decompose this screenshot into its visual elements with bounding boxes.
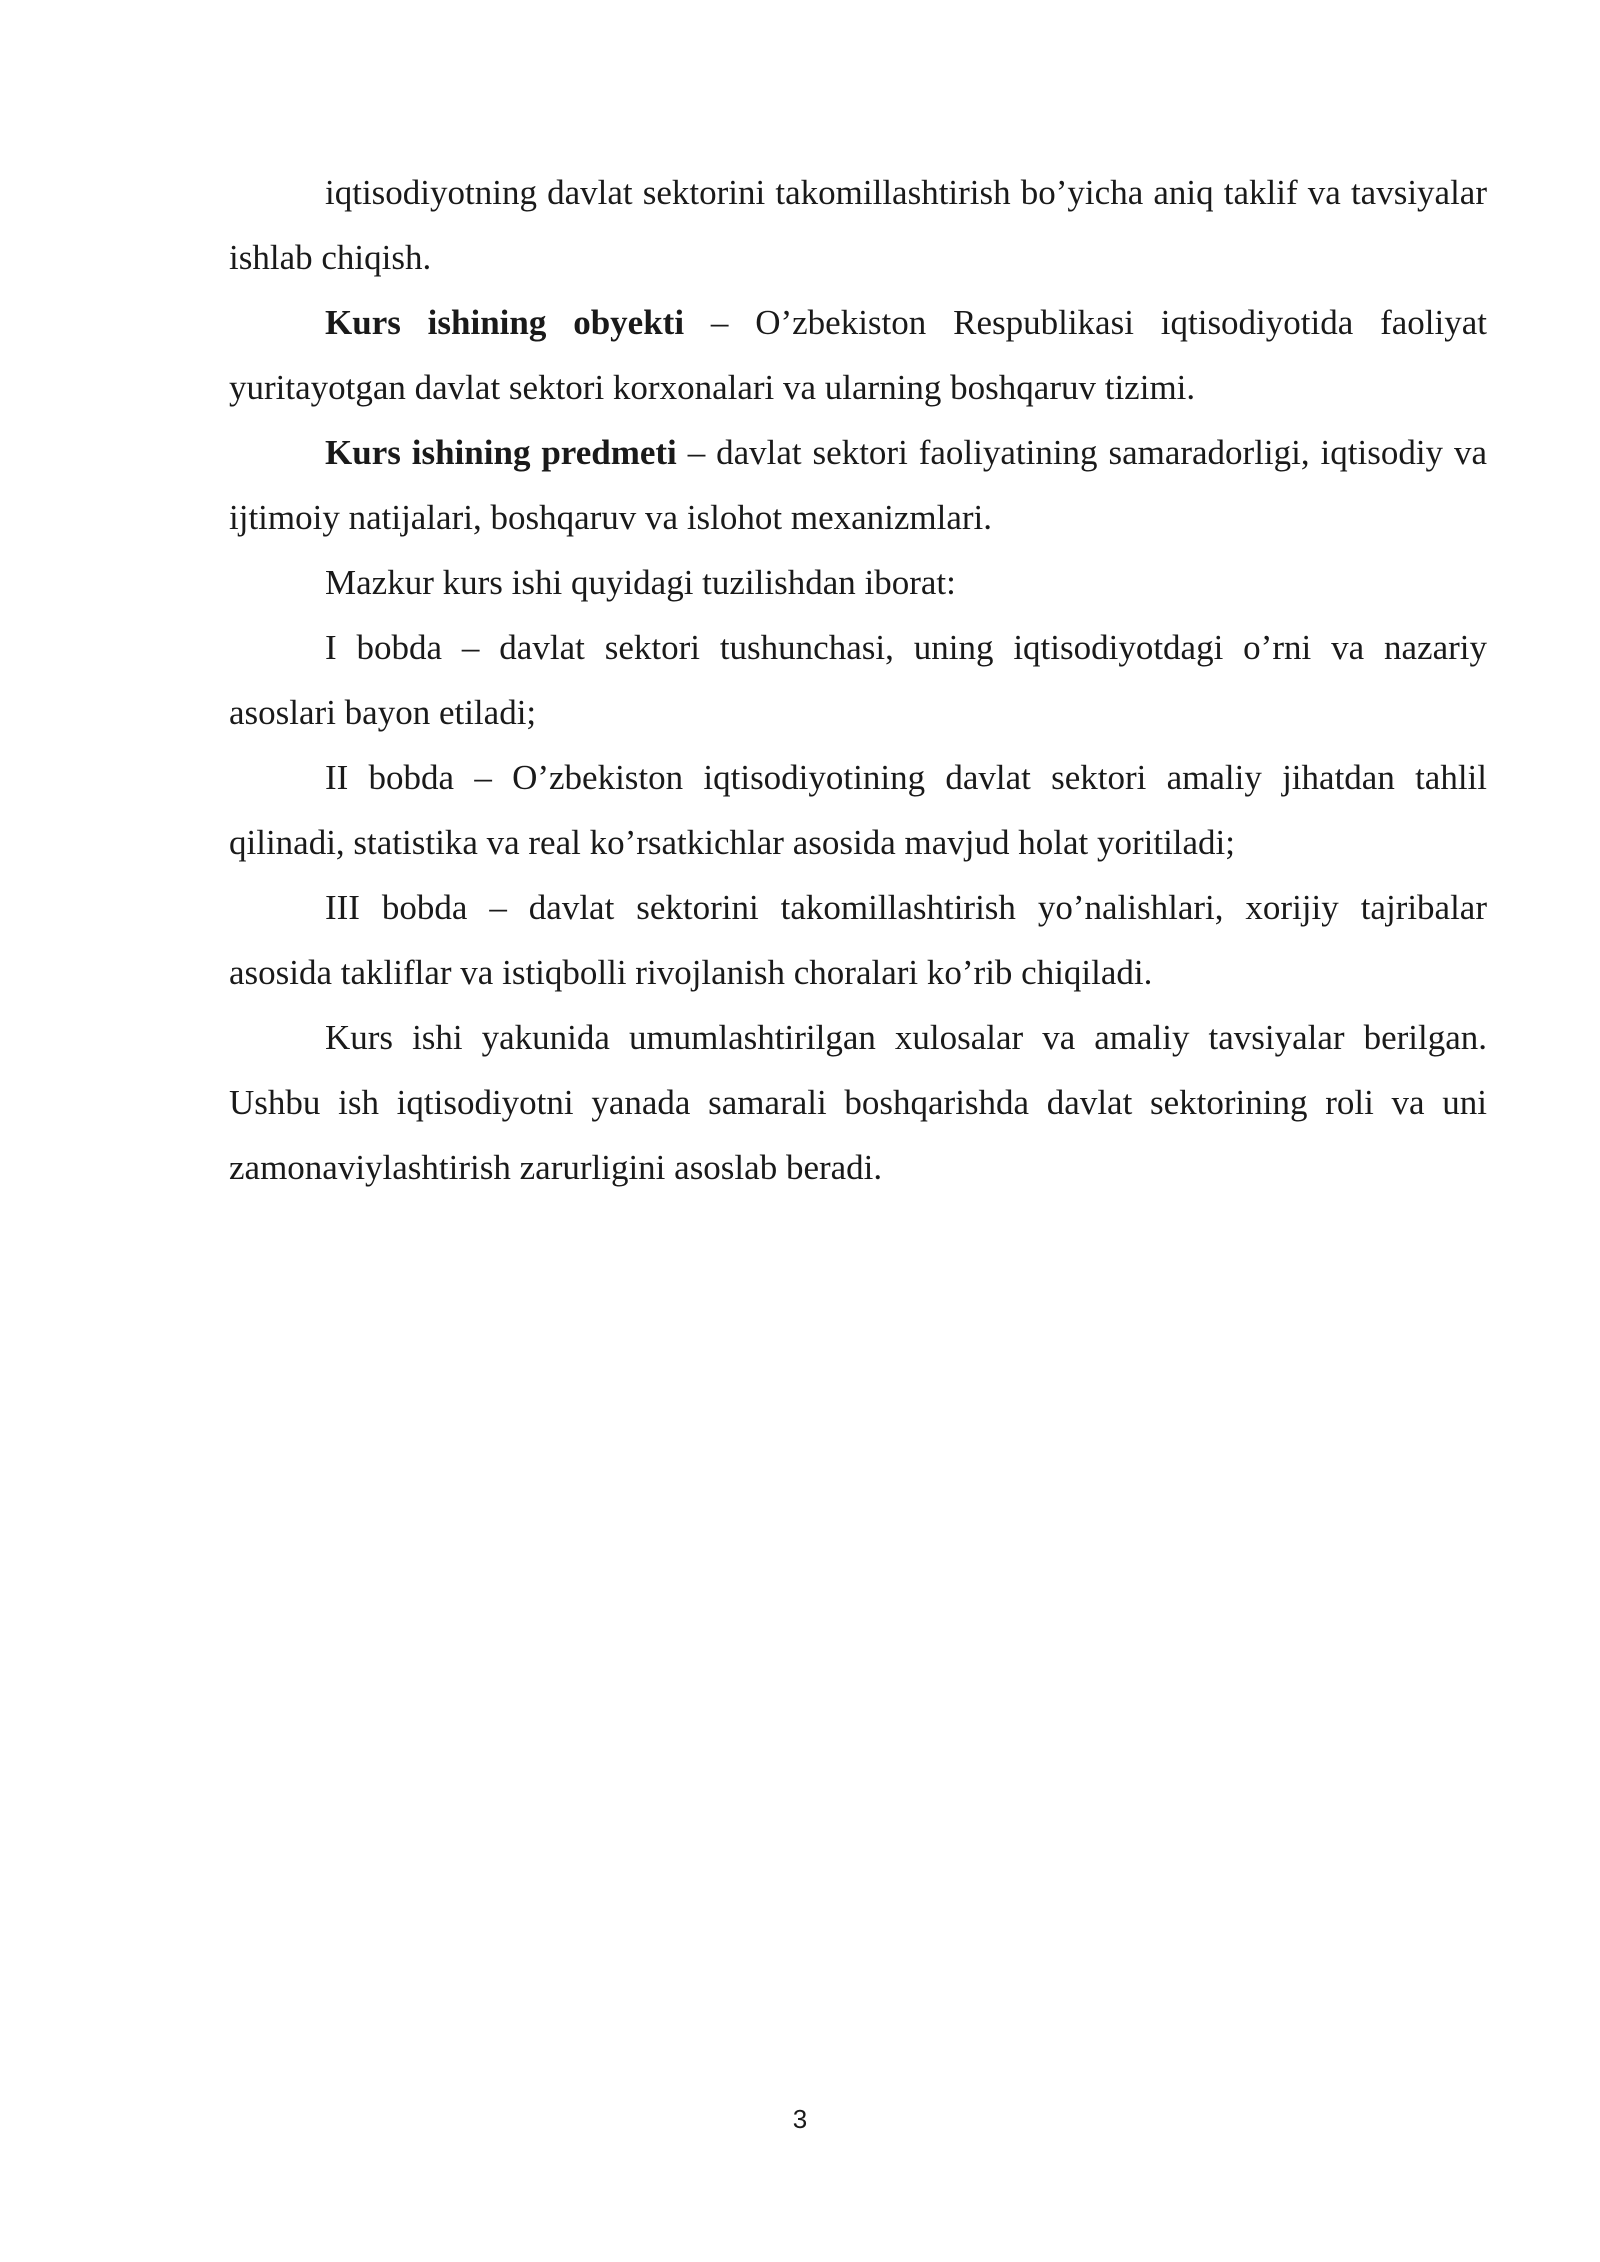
- document-body: [229, 160, 1487, 1200]
- paragraph-text: – davlat sektori faoliyatining samaradorligi, iqtisodiy va ijtimoiy natijalari, boshqaruv va islohot mexanizmlari.: [229, 433, 1487, 537]
- paragraph-text: III bobda – davlat sektorini takomillashtirish yo’nalishlari, xorijiy tajribalar asosida takliflar va istiqbolli rivojlanish choralari ko’rib chiqiladi.: [229, 888, 1487, 992]
- paragraph-text: – O’zbekiston Respublikasi iqtisodiyotida faoliyat yuritayotgan davlat sektori korxonalari va ularning boshqaruv tizimi.: [229, 303, 1487, 407]
- paragraph-text: iqtisodiyotning davlat sektorini takomillashtirish bo’yicha aniq taklif va tavsiyalar ishlab chiqish.: [229, 173, 1487, 277]
- paragraph-chapter-1: [229, 615, 1487, 745]
- paragraph-text: Kurs ishi yakunida umumlashtirilgan xulosalar va amaliy tavsiyalar berilgan. Ushbu ish iqtisodiyotni yanada samarali boshqarishda davlat sektorining roli va uni zamonaviylashtirish zarurligini asoslab beradi.: [229, 1018, 1487, 1187]
- paragraph-text: II bobda – O’zbekiston iqtisodiyotining davlat sektori amaliy jihatdan tahlil qilinadi, statistika va real ko’rsatkichlar asosida mavjud holat yoritiladi;: [229, 758, 1487, 862]
- paragraph-chapter-2: [229, 745, 1487, 875]
- paragraph-goal-continuation: [229, 160, 1487, 290]
- paragraph-chapter-3: [229, 875, 1487, 1005]
- paragraph-bold-lead: Kurs ishining predmeti: [325, 433, 677, 472]
- paragraph-object: [229, 290, 1487, 420]
- paragraph-structure-intro: [229, 550, 1487, 615]
- paragraph-conclusion: [229, 1005, 1487, 1200]
- paragraph-text: I bobda – davlat sektori tushunchasi, uning iqtisodiyotdagi o’rni va nazariy asoslari bayon etiladi;: [229, 628, 1487, 732]
- paragraph-subject: [229, 420, 1487, 550]
- page-number: 3: [792, 2104, 808, 2134]
- paragraph-bold-lead: Kurs ishining obyekti: [325, 303, 685, 342]
- paragraph-text: Mazkur kurs ishi quyidagi tuzilishdan iborat:: [325, 563, 956, 602]
